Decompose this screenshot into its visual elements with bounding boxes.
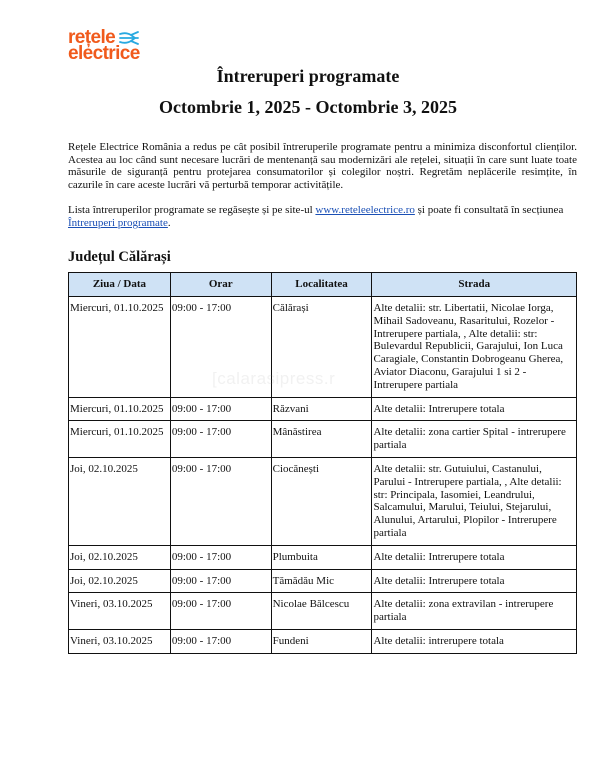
table-row (69, 421, 577, 458)
cell-day: Miercuri, 01.10.2025 (69, 397, 171, 421)
watermark-text: [calarasipress.r (212, 369, 336, 388)
cell-hours: 09:00 - 17:00 (170, 629, 271, 653)
brand-logo (68, 27, 140, 64)
cell-street: Alte detalii: zona cartier Spital - intrerupere partiala (372, 421, 577, 458)
cell-hours: 09:00 - 17:00 (170, 545, 271, 569)
table-row (69, 297, 577, 398)
cell-locality: Plumbuita (271, 545, 372, 569)
cell-hours: 09:00 - 17:00 (170, 457, 271, 545)
logo-text-line1: rețele (68, 27, 116, 48)
cell-hours: 09:00 - 17:00 (170, 297, 271, 398)
intro-paragraph: Rețele Electrice România a redus pe cât posibil întreruperile programate pentru a minimiza disconfortul clienților. Acestea au loc când sunt necesare lucrări de mentenanță sau modernizări ale rețelei, situații în care sunt luate toate măsurile de siguranță pentru protejarea consumatorilor și colegilor noștri. Regretăm neplăcerile resimțite, în cazurile în care aceste lucrări vă perturbă temporar activitățile. (68, 141, 577, 191)
cell-day: Vineri, 03.10.2025 (69, 629, 171, 653)
cell-locality: Fundeni (271, 629, 372, 653)
county-heading: Județul Călărași (68, 249, 171, 265)
cell-locality: Mânăstirea (271, 421, 372, 458)
cell-street: Alte detalii: Intrerupere totala (372, 397, 577, 421)
cell-locality: Nicolae Bălcescu (271, 593, 372, 630)
cell-hours: 09:00 - 17:00 (170, 421, 271, 458)
table-row (69, 629, 577, 653)
cell-day: Joi, 02.10.2025 (69, 569, 171, 593)
list-suffix-text: . (167, 216, 171, 229)
cell-hours: 09:00 - 17:00 (170, 397, 271, 421)
cell-locality: Ciocănești (271, 457, 372, 545)
table-header-row (69, 273, 577, 297)
outages-table (68, 272, 577, 654)
table-row (69, 545, 577, 569)
cell-day: Joi, 02.10.2025 (69, 545, 171, 569)
section-link[interactable]: Întreruperi programate (68, 216, 168, 229)
table-row (69, 593, 577, 630)
cell-street: Alte detalii: str. Gutuiului, Castanului, Parului - Intrerupere partiala, , Alte detalii: str: Principala, Iasomiei, Leandrului, Salcamului, Marului, Teiului, Stejarului, Alunului, Artarului, Plopilor - Intrerupere partiala (372, 457, 577, 545)
logo-text-line2: electrice (68, 43, 140, 64)
cell-locality: Tămădău Mic (271, 569, 372, 593)
table-row (69, 457, 577, 545)
column-header-locality: Localitatea (271, 273, 372, 297)
list-info-paragraph (68, 204, 577, 229)
cell-hours: 09:00 - 17:00 (170, 593, 271, 630)
cell-day: Vineri, 03.10.2025 (69, 593, 171, 630)
column-header-street: Strada (372, 273, 577, 297)
table-row (69, 569, 577, 593)
cell-day: Miercuri, 01.10.2025 (69, 421, 171, 458)
cell-locality: Călărași (271, 297, 372, 398)
cell-day: Miercuri, 01.10.2025 (69, 297, 171, 398)
cell-street: Alte detalii: Intrerupere totala (372, 569, 577, 593)
cell-street: Alte detalii: str. Libertatii, Nicolae Iorga, Mihail Sadoveanu, Rasaritului, Rozelor - Intrerupere partiala, , Alte detalii: str: Bulevardul Republicii, Garajului, Ion Luca Caragiale, Constantin Dobrogeanu Gherea, Aviator Diaconu, Garajului 1 si 2 - Intrerupere partiala (372, 297, 577, 398)
column-header-day: Ziua / Data (69, 273, 171, 297)
table-row (69, 397, 577, 421)
cell-locality: Răzvani (271, 397, 372, 421)
cell-hours: 09:00 - 17:00 (170, 569, 271, 593)
list-prefix-text: Lista întreruperilor programate se regăsește și pe site-ul (68, 204, 316, 216)
column-header-hours: Orar (170, 273, 271, 297)
cell-street: Alte detalii: intrerupere totala (372, 629, 577, 653)
cell-street: Alte detalii: zona extravilan - intrerupere partiala (372, 593, 577, 630)
cell-day: Joi, 02.10.2025 (69, 457, 171, 545)
site-link[interactable]: www.reteleelectrice.ro (315, 204, 415, 216)
page-title: Întreruperi programate (216, 66, 400, 86)
list-middle-text: și poate fi consultată în secțiunea (414, 204, 564, 216)
date-range: Octombrie 1, 2025 - Octombrie 3, 2025 (159, 97, 457, 117)
cell-street: Alte detalii: Intrerupere totala (372, 545, 577, 569)
